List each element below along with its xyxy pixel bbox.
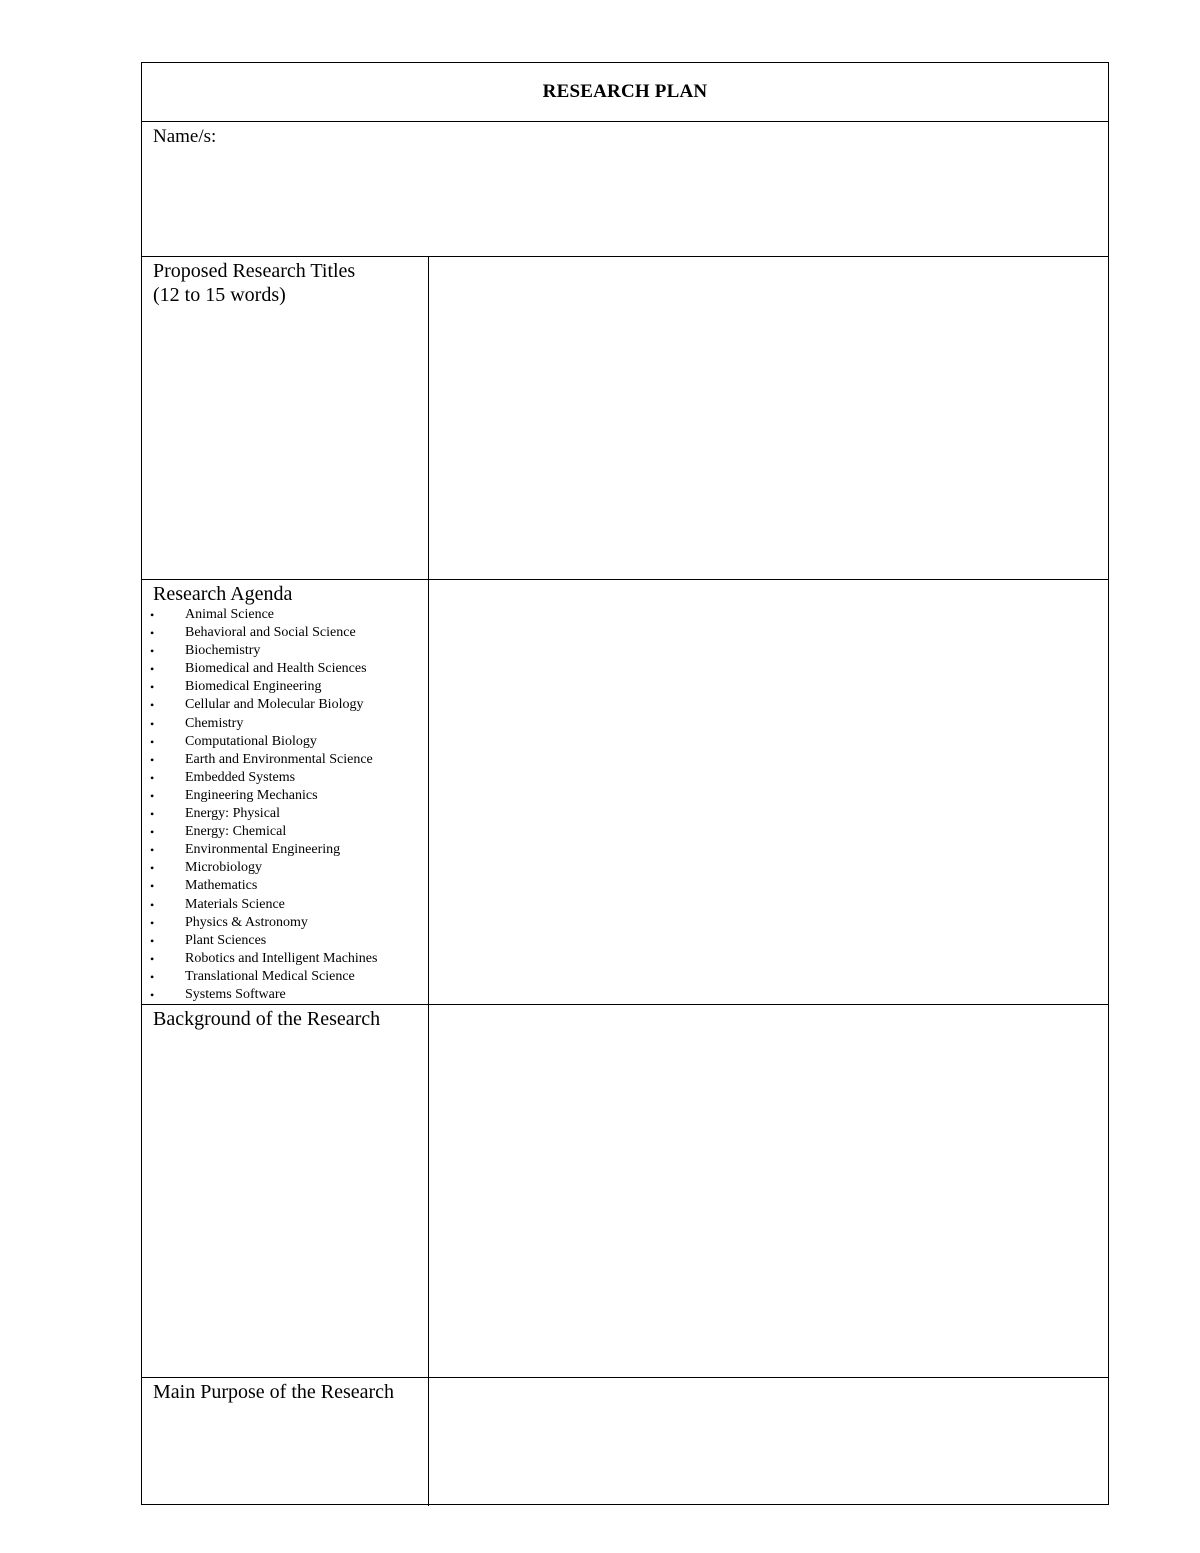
bullet-icon: •	[150, 752, 155, 767]
research-agenda-label: Research Agenda	[153, 583, 293, 605]
agenda-list-item	[142, 733, 377, 751]
bullet-icon: •	[150, 843, 155, 858]
research-plan-form	[141, 62, 1109, 1505]
agenda-item-label: Robotics and Intelligent Machines	[185, 950, 378, 966]
bullet-icon: •	[150, 644, 155, 659]
form-title-row	[142, 63, 1108, 122]
agenda-list-item	[142, 841, 377, 859]
bullet-icon: •	[150, 680, 155, 695]
agenda-item-label: Biomedical and Health Sciences	[185, 661, 367, 677]
agenda-list-item	[142, 751, 377, 769]
agenda-item-label: Computational Biology	[185, 733, 317, 749]
agenda-list-item	[142, 696, 377, 714]
bullet-icon: •	[150, 734, 155, 749]
proposed-titles-row	[142, 257, 1108, 580]
bullet-icon: •	[150, 716, 155, 731]
agenda-item-label: Earth and Environmental Science	[185, 751, 373, 767]
bullet-icon: •	[150, 915, 155, 930]
agenda-list-item	[142, 859, 377, 877]
bullet-icon: •	[150, 951, 155, 966]
bullet-icon: •	[150, 897, 155, 912]
agenda-list-item	[142, 678, 377, 696]
agenda-list-item	[142, 950, 377, 968]
proposed-titles-entry-cell[interactable]	[429, 257, 1108, 579]
main-purpose-label-cell	[142, 1378, 429, 1506]
agenda-list-item	[142, 823, 377, 841]
agenda-item-label: Cellular and Molecular Biology	[185, 697, 364, 713]
bullet-icon: •	[150, 807, 155, 822]
agenda-item-label: Environmental Engineering	[185, 842, 341, 858]
agenda-list-item	[142, 877, 377, 895]
background-row	[142, 1005, 1108, 1378]
agenda-item-label: Embedded Systems	[185, 769, 296, 785]
research-agenda-list	[142, 606, 377, 1004]
agenda-item-label: Biomedical Engineering	[185, 679, 322, 695]
agenda-item-label: Mathematics	[185, 878, 258, 894]
bullet-icon: •	[150, 969, 155, 984]
agenda-list-item	[142, 660, 377, 678]
agenda-list-item	[142, 986, 377, 1004]
agenda-item-label: Behavioral and Social Science	[185, 625, 356, 641]
background-label: Background of the Research	[153, 1008, 381, 1030]
bullet-icon: •	[150, 698, 155, 713]
main-purpose-label: Main Purpose of the Research	[153, 1381, 395, 1403]
agenda-list-item	[142, 715, 377, 733]
main-purpose-row	[142, 1378, 1108, 1506]
agenda-item-label: Plant Sciences	[185, 932, 267, 948]
main-purpose-entry-cell[interactable]	[429, 1378, 1108, 1506]
agenda-list-item	[142, 805, 377, 823]
agenda-list-item	[142, 642, 377, 660]
agenda-item-label: Physics & Astronomy	[185, 914, 308, 930]
bullet-icon: •	[150, 662, 155, 677]
agenda-item-label: Animal Science	[185, 607, 275, 622]
bullet-icon: •	[150, 825, 155, 840]
agenda-item-label: Energy: Chemical	[185, 824, 287, 840]
agenda-list-item	[142, 606, 377, 624]
agenda-list-item	[142, 968, 377, 986]
research-agenda-entry-cell[interactable]	[429, 580, 1108, 1004]
names-row	[142, 122, 1108, 257]
bullet-icon: •	[150, 626, 155, 641]
agenda-item-label: Energy: Physical	[185, 806, 281, 822]
bullet-icon: •	[150, 608, 155, 622]
bullet-icon: •	[150, 788, 155, 803]
bullet-icon: •	[150, 861, 155, 876]
agenda-item-label: Translational Medical Science	[185, 968, 355, 984]
research-agenda-label-cell	[142, 580, 429, 1004]
agenda-item-label: Biochemistry	[185, 643, 261, 659]
bullet-icon: •	[150, 987, 155, 1002]
agenda-item-label: Engineering Mechanics	[185, 787, 318, 803]
background-entry-cell[interactable]	[429, 1005, 1108, 1377]
agenda-item-label: Systems Software	[185, 986, 286, 1002]
agenda-list-item	[142, 787, 377, 805]
proposed-titles-label-line1: Proposed Research Titles	[153, 260, 356, 282]
proposed-titles-label	[153, 259, 355, 307]
proposed-titles-label-cell	[142, 257, 429, 579]
agenda-list-item	[142, 932, 377, 950]
bullet-icon: •	[150, 933, 155, 948]
research-agenda-row	[142, 580, 1108, 1005]
proposed-titles-label-line2: (12 to 15 words)	[153, 284, 286, 306]
background-label-cell	[142, 1005, 429, 1377]
agenda-list-item	[142, 896, 377, 914]
names-label: Name/s:	[153, 126, 217, 147]
agenda-list-item	[142, 769, 377, 787]
agenda-list-item	[142, 914, 377, 932]
bullet-icon: •	[150, 879, 155, 894]
agenda-item-label: Microbiology	[185, 860, 262, 876]
form-title: RESEARCH PLAN	[542, 81, 708, 102]
bullet-icon: •	[150, 770, 155, 785]
agenda-list-item	[142, 624, 377, 642]
agenda-item-label: Chemistry	[185, 715, 244, 731]
agenda-item-label: Materials Science	[185, 896, 285, 912]
